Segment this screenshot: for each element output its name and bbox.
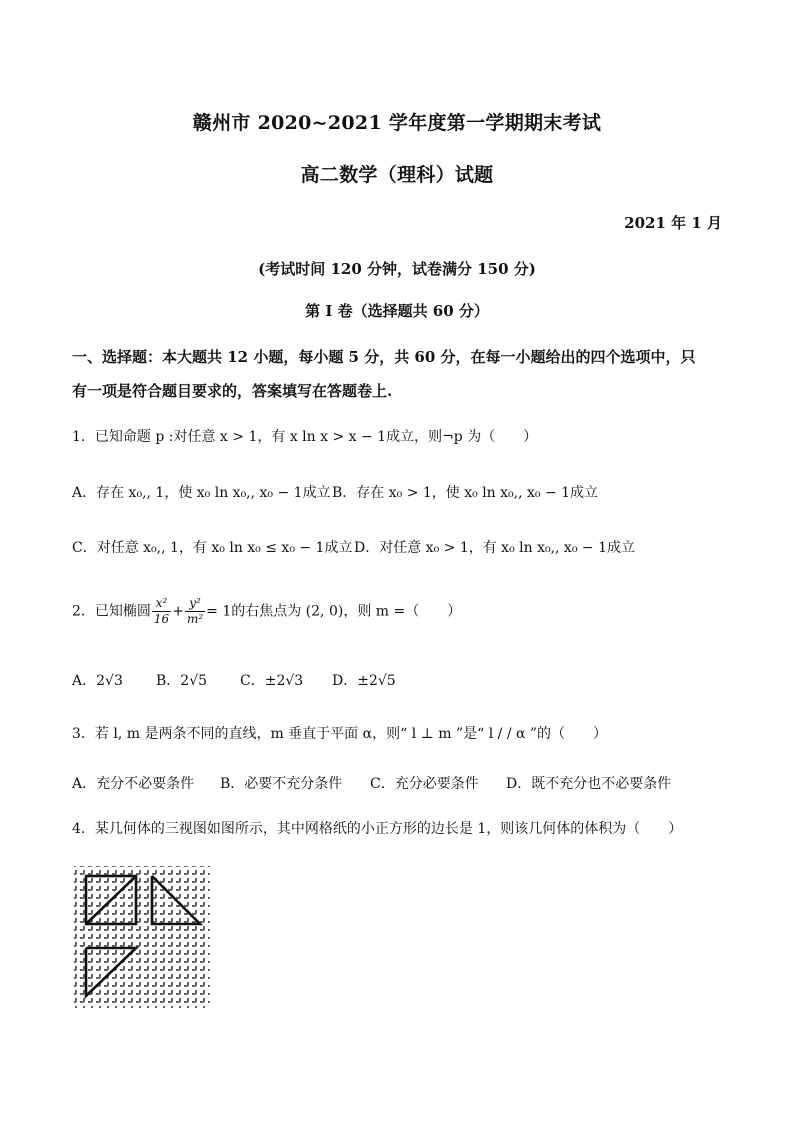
exam-title: 赣州市 2020~2021 学年度第一学期期末考试 [192,112,602,134]
plus-sign: + [172,603,184,620]
question-2-stem-suffix: = 1的右焦点为 (2, 0)，则 m =（ ） [206,603,462,620]
part-title: 第 I 卷（选择题共 60 分） [305,302,489,320]
section-instruction-line2: 有一项是符合题目要求的，答案填写在答题卷上. [72,382,393,400]
question-1-option-c: C．对任意 x₀,, 1，有 x₀ ln x₀ ≤ x₀ − 1成立 [72,540,353,556]
question-2-stem-prefix: 2．已知椭圆 [72,603,151,620]
question-3-option-b: B．必要不充分条件 [220,776,343,792]
question-2-option-b: B．2√5 [156,673,208,689]
question-2-stem [72,596,461,627]
question-1-stem: 1．已知命题 p :对任意 x > 1，有 x ln x > x − 1成立，则¬p 为（ ） [72,429,538,445]
fraction-denominator: 16 [153,612,170,626]
question-1-option-b: B．存在 x₀ > 1，使 x₀ ln x₀,, x₀ − 1成立 [332,485,599,501]
question-2-option-a: A．2√3 [72,673,123,689]
question-3-options [72,773,671,793]
question-2-options [72,670,396,690]
fraction-x2-over-16 [152,596,171,627]
three-view-diagram [72,862,214,1012]
exam-subtitle: 高二数学（理科）试题 [300,164,494,186]
fraction-y2-over-m2 [185,596,205,627]
exam-info: (考试时间 120 分钟，试卷满分 150 分) [258,260,536,278]
question-3-option-c: C．充分必要条件 [370,776,479,792]
fraction-denominator: m² [186,612,204,626]
question-3-option-a: A．充分不必要条件 [72,776,195,792]
fraction-numerator: x² [152,596,171,612]
question-1-option-d: D．对任意 x₀ > 1，有 x₀ ln x₀,, x₀ − 1成立 [354,540,635,556]
exam-date: 2021 年 1 月 [624,214,722,232]
question-3-option-d: D．既不充分也不必要条件 [506,776,672,792]
question-4-stem: 4．某几何体的三视图如图所示，其中网格纸的小正方形的边长是 1，则该几何体的体积为（ ） [72,821,683,837]
fraction-numerator: y² [185,596,205,612]
question-1-option-a: A．存在 x₀,, 1，使 x₀ ln x₀,, x₀ − 1成立 [72,485,331,501]
question-2-option-d: D．±2√5 [332,673,396,689]
section-instruction-line1: 一、选择题：本大题共 12 小题，每小题 5 分，共 60 分，在每一小题给出的四个选项中，只 [72,348,696,366]
question-3-stem: 3．若 l, m 是两条不同的直线，m 垂直于平面 α，则“ l ⊥ m ”是“ l / / α ”的（ ） [72,726,608,742]
question-2-option-c: C．±2√3 [240,673,304,689]
